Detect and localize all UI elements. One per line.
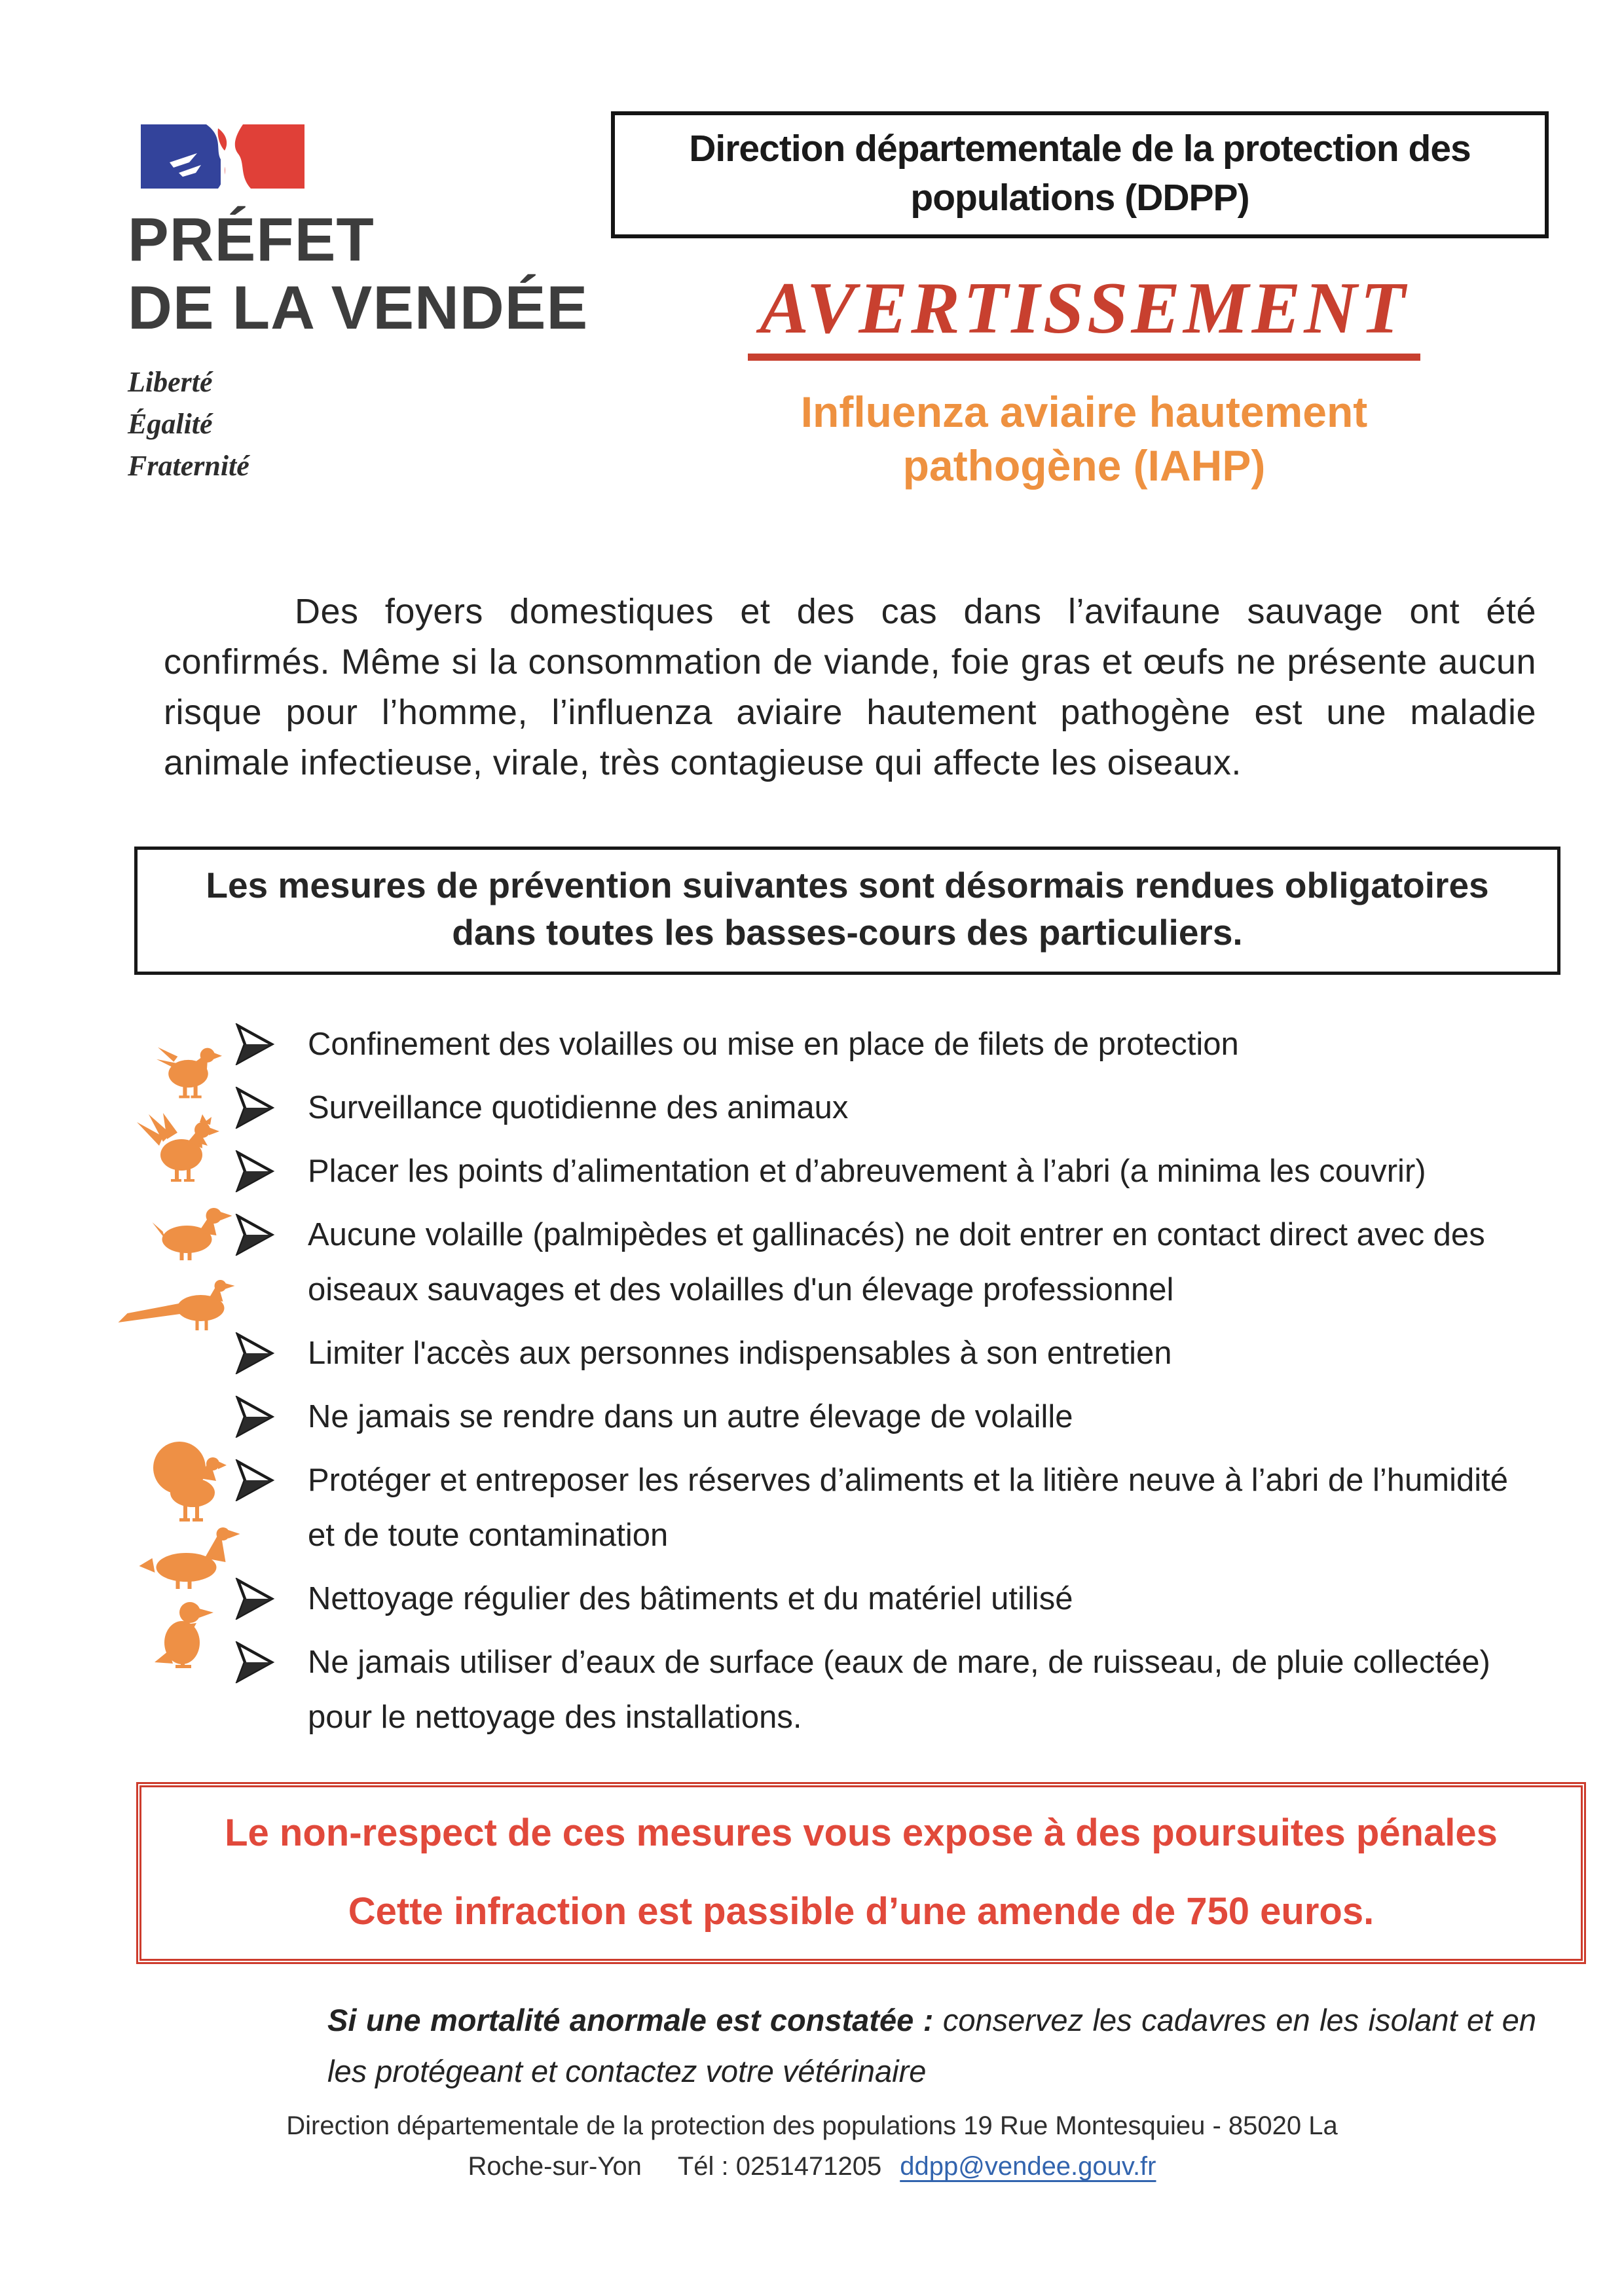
footer-contact [0, 2105, 1624, 2187]
ddpp-service-box: Direction départementale de la protection des populations (DDPP) [611, 111, 1549, 238]
hen-icon [154, 1036, 223, 1103]
list-item-text: Confinement des volailles ou mise en place de filets de protection [308, 1027, 1239, 1062]
warning-title: AVERTISSEMENT [748, 270, 1420, 361]
intro-paragraph: Des foyers domestiques et des cas dans l’avifaune sauvage ont été confirmés. Même si la consommation de viande, foie gras et œufs ne présente aucun risque pour l’homme, l’influenza aviaire hautement pathogène est une maladie animale infectieuse, virale, très contagieuse qui affecte les oiseaux. [164, 592, 1536, 782]
list-item-text: Ne jamais se rendre dans un autre élevage de volaille [308, 1399, 1073, 1434]
list-item [308, 1389, 1538, 1444]
footer-email-link[interactable]: ddpp@vendee.gouv.fr [900, 2152, 1156, 2181]
disease-subtitle [611, 385, 1557, 492]
arrow-bullet-icon [234, 1332, 275, 1374]
list-item [308, 1453, 1538, 1563]
disease-subtitle-line2: pathogène (IAHP) [902, 441, 1266, 490]
measures-list [308, 1017, 1538, 1753]
prefecture-title [128, 206, 625, 342]
list-item [308, 1326, 1538, 1381]
arrow-bullet-icon [234, 1578, 275, 1620]
list-item [308, 1635, 1538, 1745]
arrow-bullet-icon [234, 1087, 275, 1129]
list-item [308, 1080, 1538, 1135]
motto-fraternite: Fraternité [128, 450, 249, 482]
motto-egalite: Égalité [128, 408, 213, 440]
turkey-icon [145, 1435, 237, 1525]
list-item-text: Surveillance quotidienne des animaux [308, 1090, 849, 1125]
arrow-bullet-icon [234, 1150, 275, 1192]
prefecture-title-line2: DE LA VENDÉE [128, 273, 589, 342]
list-item [308, 1571, 1538, 1626]
republic-motto [128, 361, 625, 487]
prefecture-logo-block [128, 124, 625, 487]
arrow-bullet-icon [234, 1641, 275, 1683]
motto-liberte: Liberté [128, 366, 213, 398]
prefecture-title-line1: PRÉFET [128, 205, 375, 274]
footer-phone: Tél : 0251471205 [677, 2152, 882, 2181]
mortality-note-rest: conservez les cadavres en les isolant et en les protégeant et contactez votre vétérinaire [327, 2003, 1536, 2088]
penalty-warning-box [136, 1782, 1586, 1964]
warning-title-wrap [611, 270, 1557, 361]
pheasant-icon [118, 1275, 253, 1333]
list-item-text: Protéger et entreposer les réserves d’aliments et la litière neuve à l’abri de l’humidité et de toute contamination [308, 1463, 1508, 1553]
list-item [308, 1017, 1538, 1072]
marianne-flag-icon [141, 124, 304, 189]
list-item [308, 1144, 1538, 1199]
disease-subtitle-line1: Influenza aviaire hautement [800, 388, 1368, 436]
goose-icon [138, 1524, 246, 1591]
list-item-text: Placer les points d’alimentation et d’abreuvement à l’abri (a minima les couvrir) [308, 1154, 1426, 1189]
list-item-text: Aucune volaille (palmipèdes et gallinacés) ne doit entrer en contact direct avec des oiseaux sauvages et des volailles d'un élevage professionnel [308, 1217, 1485, 1307]
arrow-bullet-icon [234, 1459, 275, 1501]
mortality-note [327, 1995, 1536, 2097]
penalty-line1: Le non-respect de ces mesures vous expose à des poursuites pénales [225, 1812, 1498, 1854]
list-item-text: Nettoyage régulier des bâtiments et du matériel utilisé [308, 1581, 1073, 1616]
arrow-bullet-icon [234, 1396, 275, 1438]
arrow-bullet-icon [234, 1214, 275, 1256]
list-item [308, 1207, 1538, 1317]
footer-address-line2 [0, 2146, 1624, 2187]
list-item-text: Ne jamais utiliser d’eaux de surface (eaux de mare, de ruisseau, de pluie collectée) pour le nettoyage des installations. [308, 1645, 1490, 1735]
arrow-bullet-icon [234, 1023, 275, 1065]
footer-city: Roche-sur-Yon [468, 2152, 642, 2181]
rooster-icon [134, 1112, 226, 1185]
duckling-icon [149, 1596, 228, 1671]
measures-heading-box: Les mesures de prévention suivantes sont désormais rendues obligatoires dans toutes les basses-cours des particuliers. [134, 847, 1560, 975]
mortality-note-lead: Si une mortalité anormale est constatée : [327, 2003, 934, 2037]
penalty-line2: Cette infraction est passible d’une amende de 750 euros. [348, 1890, 1375, 1933]
duck-icon [151, 1200, 233, 1262]
list-item-text: Limiter l'accès aux personnes indispensables à son entretien [308, 1336, 1172, 1371]
footer-address-line1: Direction départementale de la protection des populations 19 Rue Montesquieu - 85020 La [286, 2111, 1338, 2140]
